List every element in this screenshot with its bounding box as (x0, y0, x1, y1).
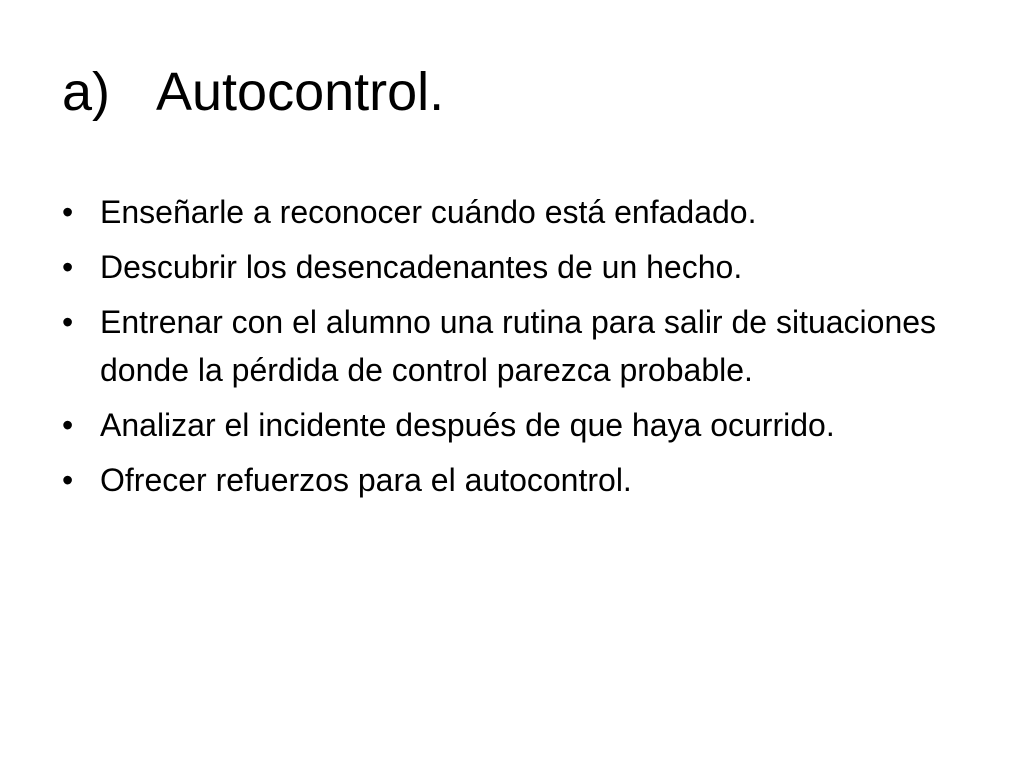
title-marker: a) (62, 62, 111, 122)
bullet-item (62, 188, 982, 236)
title-text: Autocontrol. (156, 62, 445, 122)
bullet-item (62, 298, 982, 394)
slide-title (62, 60, 444, 125)
bullet-icon: • (62, 249, 74, 285)
bullet-item (62, 243, 982, 291)
bullet-icon: • (62, 462, 74, 498)
bullet-text: Analizar el incidente después de que haya ocurrido. (100, 407, 835, 443)
bullet-icon: • (62, 194, 74, 230)
bullet-icon: • (62, 304, 74, 340)
bullet-text: Descubrir los desencadenantes de un hecho. (100, 249, 743, 285)
bullet-item (62, 456, 982, 504)
bullet-text: Ofrecer refuerzos para el autocontrol. (100, 462, 632, 498)
bullet-icon: • (62, 407, 74, 443)
bullet-text: Enseñarle a reconocer cuándo está enfadado. (100, 194, 757, 230)
bullet-text: Entrenar con el alumno una rutina para salir de situaciones donde la pérdida de control parezca probable. (100, 304, 937, 388)
bullet-list (62, 188, 982, 511)
bullet-item (62, 401, 982, 449)
